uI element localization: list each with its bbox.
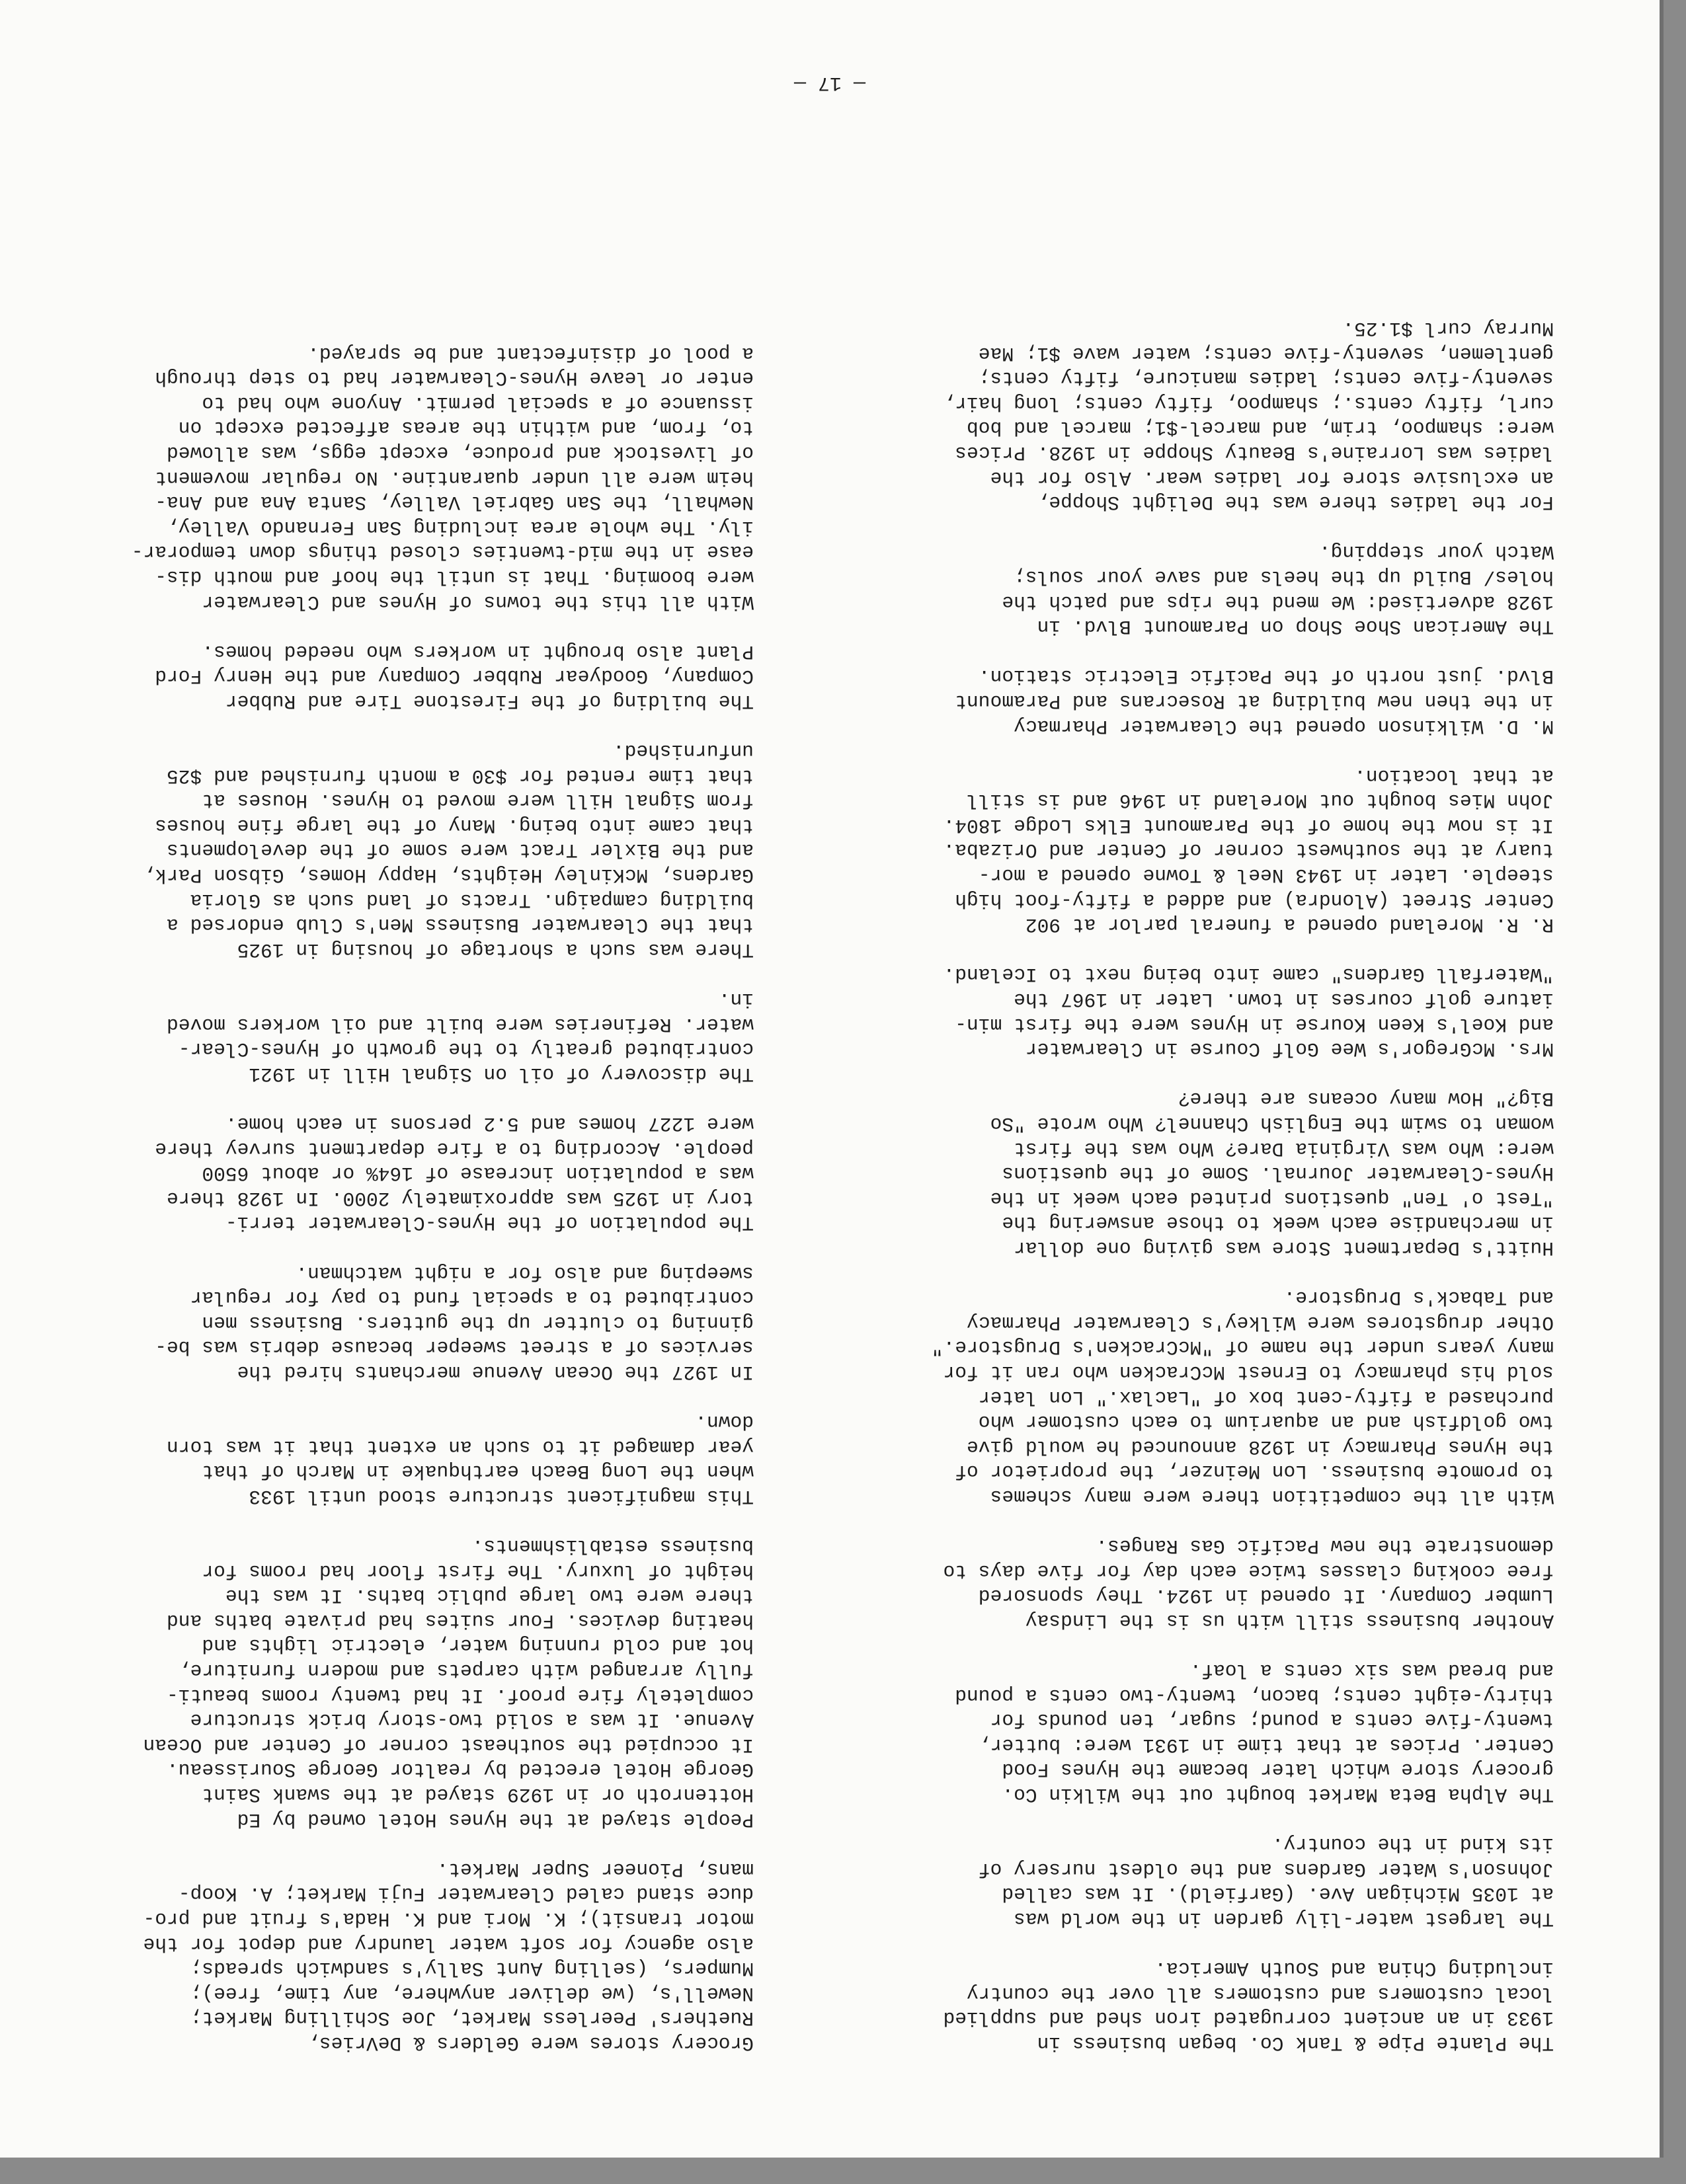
left-column [893, 291, 1554, 2055]
paragraph: People stayed at the Hynes Hotel owned by Ed Hottenroth or in 1929 stayed at the swank Saint George Hotel erected by realtor George Sourisseau. It occupied the southeast corner of Center and Ocean Avenue. It was a solid two-story brick structure completely fire proof. It had twenty rooms beauti- fully arranged with carpets and modern furniture, hot and cold running water, electric lights and heating devices. Four suites had private baths and there were two large public baths. It was the height of luxury. The first floor had rooms for business establishments. [143, 1535, 754, 1831]
paragraph: The building of the Firestone Tire and Rubber Company, Goodyear Rubber Company and the Henry Ford Plant also brought in workers who needed homes. [155, 640, 754, 713]
right-column [93, 315, 754, 2055]
paragraph: With all the competition there were many schemes to promote business. Lon Meinzer, the proprietor of the Hynes Pharmacy in 1928 announced he would give two goldfish and an aquarium to each customer who purchased a fifty-cent box of "Laclax." Lon later sold his pharmacy to Ernest McCracken who ran it for many years under the name of "McCracken's Drugstore." Other drugstores were Wilkey's Clearwater Pharmacy and Taback's Drugstore. [931, 1286, 1554, 1508]
page-number: — 17 — [793, 71, 866, 94]
paragraph: The discovery of oil on Signal Hill in 1921 contributed greatly to the growth of Hynes-Clear- water. Refineries were built and oil workers moved in. [167, 988, 754, 1085]
paragraph: Mrs. McGregor's Wee Golf Course in Clearwater and Koel's Keen Kourse in Hynes were the first min- iature golf courses in town. Later in 1967 the "Waterfall Gardens" came into being next to Iceland. [943, 963, 1554, 1061]
paragraph: There was such a shortage of housing in 1925 that the Clearwater Business Men's Club endorsed a building campaign. Tracts of land such as Gloria Gardens, McKinley Heights, Happy Homes, Gibson Park, and the Bixler Tract were some of the developments that came into being. Many of the large fine houses from Signal Hill were moved to Hynes. Houses at that time rented for $30 a month furnished and $25 unfurnished. [143, 740, 754, 961]
paragraph: In 1927 the Ocean Avenue merchants hired the services of a street sweeper because debris was be- ginning to clutter up the gutters. Business men contributed to a special fund to pay for regular sweeping and also for a night watchman. [155, 1261, 754, 1384]
paragraph: M. D. Wilkinson opened the Clearwater Pharmacy in the then new building at Rosecrans and Paramount Blvd. just north of the Pacific Electric station. [955, 665, 1554, 738]
paragraph: Another business still with us is the Lindsay Lumber Company. It opened in 1924. They sponsored free cooking classes twice each day for five days to demonstrate the new Pacific Gas Ranges. [943, 1535, 1554, 1632]
paragraph: With all this the towns of Hynes and Clearwater were booming. That is until the hoof and mouth dis- ease in the mid-twenties closed things down temporar- ily. The whole area including San Fernando Valley, Newhall, the San Gabriel Valley, Santa Ana and Ana- heim were all under quarantine. No regular movement of livestock and produce, except eggs, was allowed to, from, and within the areas affected except on issuance of a special permit. Anyone who had to enter or leave Hynes-Clearwater had to step through a pool of disinfectant and be sprayed. [131, 342, 754, 613]
paragraph: The American Shoe Shop on Paramount Blvd. in 1928 advertised: We mend the rips and patch the holes/ Build up the heels and save your souls; Watch your stepping. [1002, 541, 1554, 639]
paragraph: The population of the Hynes-Clearwater terri- tory in 1925 was approximately 2000. In 1928 there was a population increase of 164% or about 6500 people. According to a fire department survey there were 1227 homes and 5.2 persons in each home. [155, 1112, 754, 1235]
paragraph: The largest water-lily garden in the world was at 1035 Michigan Ave. (Garfield). It was called Johnson's Water Gardens and the oldest nursery of its kind in the country. [978, 1833, 1554, 1931]
paragraph: Grocery stores were Gelders & DeVries, Ruethers' Peerless Market, Joe Schilling Market; Newell's, (we deliver anywhere, any time, free); Mumpers, (selling Aunt Sally's sandwich spreads; also agency for soft water laundry and depot for the motor transit); K. Mori and K. Hada's fruit and pro- duce stand caled Clearwater Fuji Market; A. Koop- mans, Pioneer Super Market. [143, 1857, 754, 2054]
paragraph: The Plante Pipe & Tank Co. began business in 1933 in an ancient corrugated iron shed and supplied local customers and customers all over the country including China and South America. [943, 1957, 1554, 2054]
paragraph: Huitt's Department Store was giving one dollar in merchandise each week to those answering the "Test o' Ten" questions printed each week in the Hynes-Clearwater Journal. Some of the questions were: Who was Virginia Dare? Who was the first woman to swim the English Channel? Who wrote "So Big?" How many oceans are there? [990, 1087, 1554, 1259]
paragraph: R. R. Moreland opened a funeral parlor at 902 Center Street (Alondra) and added a fifty-foot high steeple. Later in 1943 Neel & Towne opened a mor- tuary at the southwest corner of Center and Orizaba. It is now the home of the Paramount Elks Lodge 1804. John Mies bought out Moreland in 1946 and is still at that location. [943, 764, 1554, 937]
paragraph: For the ladies there was the Delight Shoppe, an exclusive store for ladies wear. Also for the ladies was Lorraine's Beauty Shoppe in 1928. Prices were: shampoo, trim, and marcel-$1; marcel and bob curl, fifty cents.; shampoo, fifty cents; long hair, seventy-five cents; ladies manicure, fifty cents; gentlemen, seventy-five cents; water wave $1; Mae Murray curl $1.25. [943, 317, 1554, 514]
paragraph: The Alpha Beta Market bought out the Wilkin Co. grocery store which later became the Hynes Food Center. Prices at that time in 1931 were: butter, twenty-five cents a pound; sugar, ten pounds for thirty-eight cents; bacon, twenty-two cents a pound and bread was six cents a loaf. [955, 1659, 1554, 1807]
paragraph: This magnificent structure stood until 1933 when the Long Beach earthquake in March of that year damaged it to such an extent that it was torn down. [167, 1411, 754, 1508]
